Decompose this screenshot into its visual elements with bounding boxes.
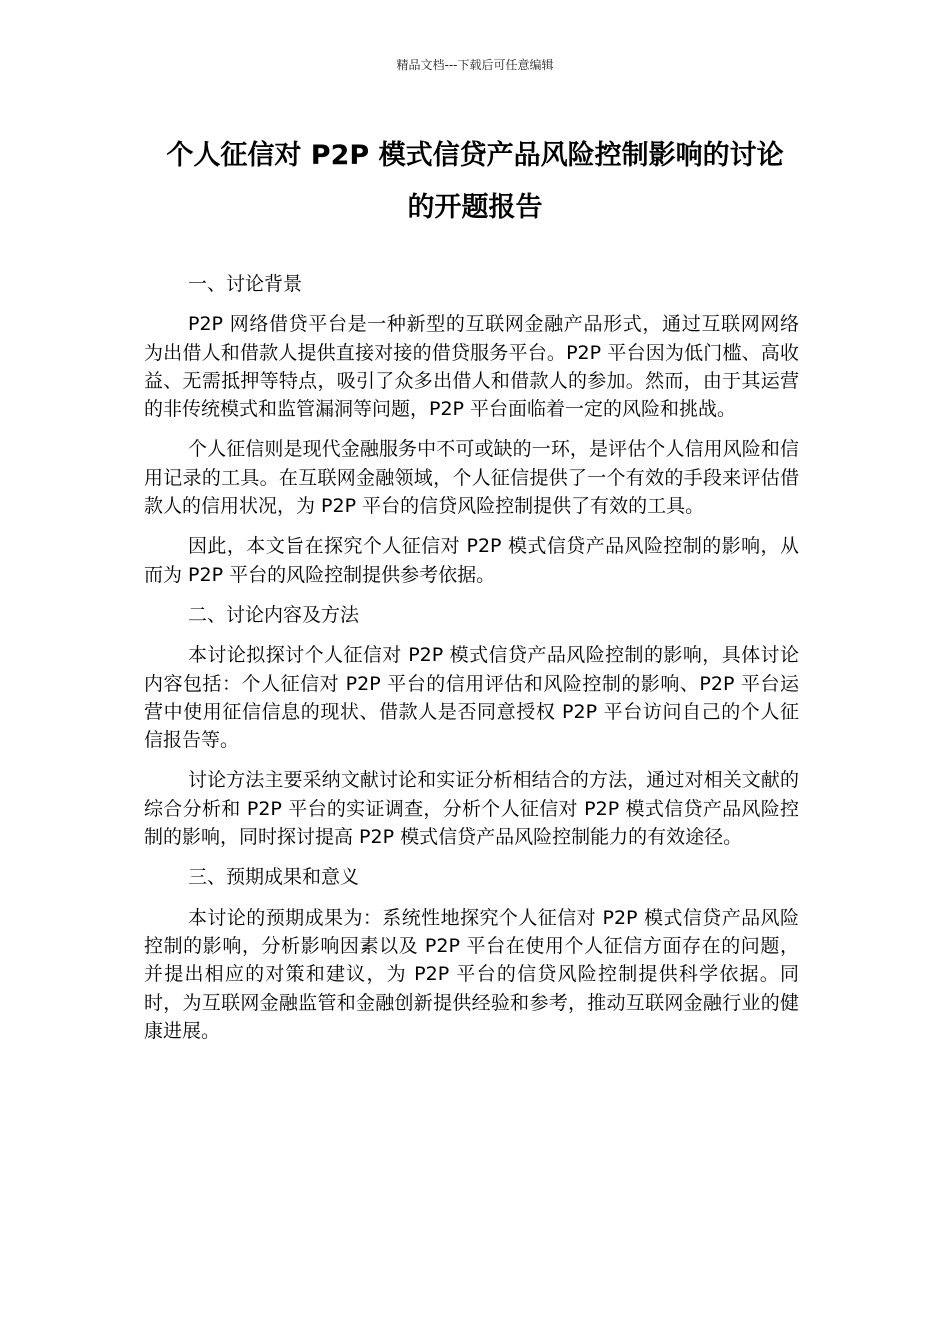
section-expected-results (144, 863, 799, 1045)
paragraph: 个人征信则是现代金融服务中不可或缺的一环，是评估个人信用风险和信用记录的工具。在互联网金融领域，个人征信提供了一个有效的手段来评估借款人的信用状况，为 P2P 平台的信贷风险控制提供了有效的工具。 (144, 438, 799, 518)
section-heading: 一、讨论背景 (188, 273, 303, 295)
section-heading: 二、讨论内容及方法 (188, 603, 360, 626)
paragraph: 因此，本文旨在探究个人征信对 P2P 模式信贷产品风险控制的影响，从而为 P2P 平台的风险控制提供参考依据。 (144, 535, 799, 586)
page-header: 精品文档---下载后可任意编辑 (396, 58, 554, 72)
section-background (144, 270, 799, 589)
section-content-methods (144, 601, 799, 851)
paragraph: 本讨论拟探讨个人征信对 P2P 模式信贷产品风险控制的影响，具体讨论内容包括：个人征信对 P2P 平台的信用评估和风险控制的影响、P2P 平台运营中使用征信信息的现状、借款人是否同意授权 P2P 平台访问自己的个人征信报告等。 (144, 644, 799, 752)
title-line-2: 的开题报告 (407, 192, 543, 223)
title-line-1: 个人征信对 P2P 模式信贷产品风险控制影响的讨论 (166, 140, 784, 171)
paragraph: 讨论方法主要采纳文献讨论和实证分析相结合的方法，通过对相关文献的综合分析和 P2P 平台的实证调查，分析个人征信对 P2P 模式信贷产品风险控制的影响，同时探讨提高 P2P 模式信贷产品风险控制能力的有效途径。 (144, 769, 799, 849)
paragraph: P2P 网络借贷平台是一种新型的互联网金融产品形式，通过互联网网络为出借人和借款人提供直接对接的借贷服务平台。P2P 平台因为低门槛、高收益、无需抵押等特点，吸引了众多出借人和借款人的参加。然而，由于其运营的非传统模式和监管漏洞等问题，P2P 平台面临着一定的风险和挑战。 (144, 313, 799, 421)
document-title (100, 130, 850, 234)
section-heading: 三、预期成果和意义 (188, 866, 360, 889)
paragraph: 本讨论的预期成果为：系统性地探究个人征信对 P2P 模式信贷产品风险控制的影响，分析影响因素以及 P2P 平台在使用个人征信方面存在的问题，并提出相应的对策和建议，为 P2P 平台的信贷风险控制提供科学依据。同时，为互联网金融监管和金融创新提供经验和参考，推动互联网金融行业的健康进展。 (144, 906, 799, 1042)
document-body (144, 270, 799, 1057)
